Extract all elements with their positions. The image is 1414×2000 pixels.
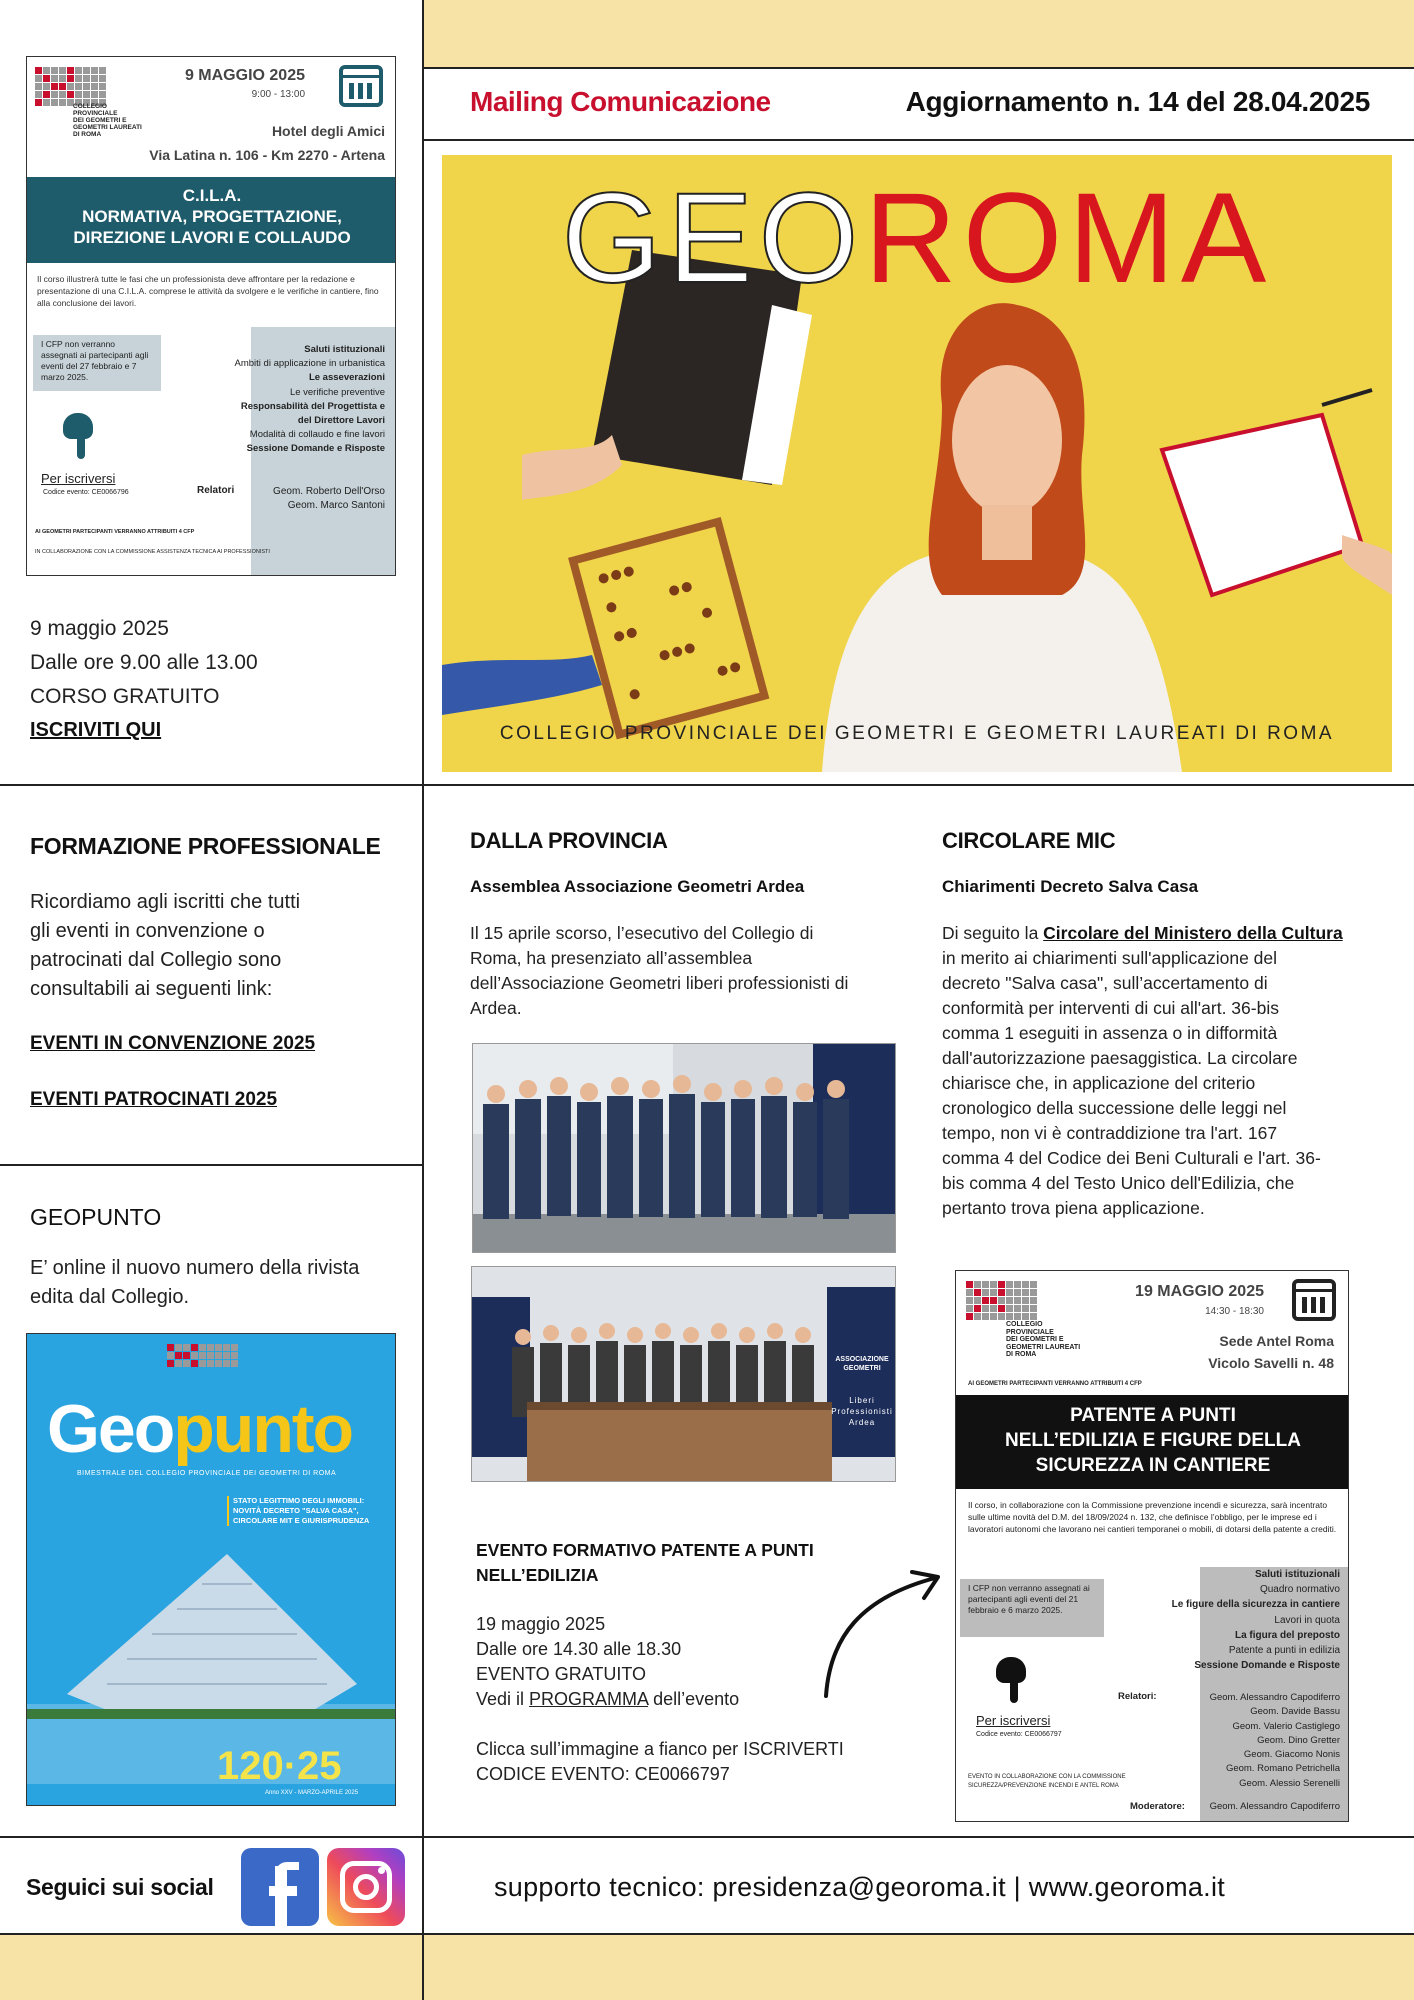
geopunto-body: E’ online il nuovo numero della rivista edita dal Collegio. (30, 1257, 360, 1308)
flyer1-program-item: Le verifiche preventive (289, 386, 385, 398)
banner-title-geo: GEO (561, 167, 865, 310)
flyer2-program-list (1080, 1567, 1340, 1673)
bottom-strip-right (424, 1934, 1414, 2000)
banner-subtitle: COLLEGIO PROVINCIALE DEI GEOMETRI E GEOMETRI LAUREATI DI ROMA (499, 723, 1335, 744)
flyer2-code: Codice evento: CE0066797 (976, 1731, 1062, 1738)
flyer-org: COLLEGIO PROVINCIALE DEI GEOMETRI E GEOMETRI LAUREATI DI ROMA (73, 103, 142, 138)
footer-top-rule (0, 1836, 1414, 1838)
provincia-subtitle: Assemblea Associazione Geometri Ardea (470, 877, 805, 896)
evento2-free: EVENTO GRATUITO (476, 1664, 647, 1684)
flyer2-cfp-note: I CFP non verranno assegnati ai partecipanti agli eventi del 21 febbraio e 6 marzo 2025. (960, 1579, 1104, 1637)
eventi-patrocinati-link[interactable]: EVENTI PATROCINATI 2025 (30, 1089, 278, 1110)
flyer2-cfp: AI GEOMETRI PARTECIPANTI VERRANNO ATTRIBUITI 4 CFP (968, 1381, 1142, 1387)
flyer2-program-item: Patente a punti in edilizia (1228, 1645, 1340, 1657)
footer-bottom-rule (0, 1933, 1414, 1935)
flyer1-program-item: Responsabilità del Progettista e (240, 400, 385, 412)
evento2-title: EVENTO FORMATIVO PATENTE A PUNTI NELL’EDILIZIA (476, 1540, 814, 1585)
flyer2-moderator: Geom. Alessandro Capodiferro (1209, 1801, 1340, 1812)
flyer1-program-item: Le asseverazioni (308, 372, 385, 384)
vertical-divider (422, 0, 424, 2000)
support-contacts[interactable]: supporto tecnico: presidenza@georoma.it | www.georoma.it (494, 1872, 1226, 1902)
circolare-ministero-link[interactable]: Circolare del Ministero della Cultura (1043, 923, 1343, 943)
bottom-strip-left (0, 1934, 422, 2000)
flyer-collab: IN COLLABORAZIONE CON LA COMMISSIONE ASSISTENZA TECNICA AI PROFESSIONISTI (35, 549, 270, 555)
geopunto-cover[interactable] (26, 1333, 396, 1806)
curved-arrow-icon (820, 1568, 950, 1708)
flyer-title: C.I.L.A. NORMATIVA, PROGETTAZIONE, DIREZIONE LAVORI E COLLAUDO (27, 177, 396, 263)
assoc-banner-sub: Liberi Professionisti Ardea (831, 1396, 893, 1427)
flyer-speakers-label: Relatori (197, 485, 235, 496)
flyer2-title: PATENTE A PUNTI NELL’EDILIZIA E FIGURE DELLA SICUREZZA IN CANTIERE (956, 1395, 1349, 1489)
flyer2-desc: Il corso, in collaborazione con la Commissione prevenzione incendi e sicurezza, sarà incentrato sulle ultime novità del D.M. del 18/09/2024 n. 132, che definisce l’obbligo, per le imprese ed i lavoratori autonomi che lavorano nei cantieri temporanei o mobili, di dotarsi della patente a crediti. (968, 1500, 1337, 1534)
circolare-body: in merito ai chiarimenti sull'applicazione del decreto "Salva casa", sull’accertamento di conformità per interventi di cui all'art. 36-bis comma 1 eseguiti in assenza o in difformità dall'autorizzazione paesaggistica. La circolare chiarisce che, in applicazione del criterio cronologico della successione delle leggi nel tempo, non vi è contraddizione tra l'art. 167 comma 4 del Codice dei Beni Culturali e l'art. 36- bis comma 4 del Testo Unico dell'Edilizia, che pertanto trova piena applicazione. (942, 948, 1321, 1218)
evento2-program (476, 1689, 739, 1710)
cover-logo-icon (167, 1344, 238, 1367)
flyer2-collab: EVENTO IN COLLABORAZIONE CON LA COMMISSIONE SICUREZZA/PREVENZIONE INCENDI E ANTEL ROMA (968, 1774, 1126, 1789)
flyer2-moderator-label: Moderatore: (1130, 1801, 1185, 1812)
flyer1-program-item: Saluti istituzionali (304, 344, 385, 355)
banner-title-roma: ROMA (864, 167, 1273, 310)
assembly-photo-1-image (473, 1044, 896, 1253)
banner (442, 155, 1392, 772)
cover-headline: STATO LEGITTIMO DEGLI IMMOBILI: NOVITÀ DECRETO "SALVA CASA", CIRCOLARE MIT E GIURISPRUDENZA (227, 1496, 387, 1526)
cover-issue-date: Anno XXV - MARZO-APRILE 2025 (265, 1790, 359, 1796)
flyer1-program-item: Sessione Domande e Risposte (246, 443, 385, 455)
flyer2-logo-icon (966, 1281, 1037, 1320)
flyer2-register-link[interactable]: Per iscriversi (976, 1713, 1051, 1728)
flyer1-program-item: del Direttore Lavori (297, 415, 385, 427)
flyer-code: Codice evento: CE0066796 (43, 489, 129, 496)
cover-brand (47, 1391, 353, 1467)
flyer1-program-item: Ambiti di applicazione in urbanistica (234, 358, 385, 370)
flyer-program-list (165, 343, 385, 457)
assoc-banner-text: ASSOCIAZIONE GEOMETRI (835, 1356, 889, 1372)
provincia-title: DALLA PROVINCIA (470, 828, 668, 853)
event1-register-link[interactable]: ISCRIVITI QUI (30, 719, 162, 741)
flyer-desc: Il corso illustrerà tutte le fasi che un professionista deve affrontare per la redazione e presentazione di una C.I.L.A. comprese le attività da svolgere e le verifiche in cantiere, fino alla conclusione dei lavori. (37, 274, 379, 308)
flyer2-pointing-hand-icon (996, 1657, 1026, 1703)
evento2-code: CODICE EVENTO: CE0066797 (476, 1764, 730, 1784)
circolare-intro (942, 921, 1343, 946)
flyer2-time: 14:30 - 18:30 (1205, 1306, 1264, 1317)
evento2-click: Clicca sull’immagine a fianco per ISCRIVERTI (476, 1739, 844, 1759)
flyer-date: 9 MAGGIO 2025 (184, 67, 305, 84)
flyer2-program-item: Sessione Domande e Risposte (1194, 1660, 1340, 1672)
evento2-date: 19 maggio 2025 (476, 1614, 606, 1634)
instagram-icon[interactable] (327, 1848, 405, 1926)
flyer2-speakers: Geom. Alessandro Capodiferro Geom. Davide Bassu Geom. Valerio Castiglego Geom. Dino Gretter Geom. Giacomo Nonis Geom. Romano Petrichella Geom. Alessio Serenelli (1209, 1692, 1340, 1789)
assembly-photo-2 (471, 1266, 896, 1482)
programma-link[interactable]: PROGRAMMA (529, 1689, 649, 1709)
flyer2-program-item: Saluti istituzionali (1254, 1569, 1340, 1580)
header-top-rule (424, 67, 1414, 69)
formazione-body: Ricordiamo agli iscritti che tutti gli eventi in convenzione o patrocinati dal Collegio sono consultabili ai seguenti link: (30, 891, 301, 1000)
flyer2-calendar-icon (1292, 1279, 1336, 1321)
provincia-body: Il 15 aprile scorso, l’esecutivo del Collegio di Roma, ha presenziato all’assemblea dell’Associazione Geometri liberi professionisti di Ardea. (470, 923, 849, 1018)
flyer-speakers: Geom. Roberto Dell'Orso Geom. Marco Santoni (273, 486, 385, 511)
pointing-hand-icon (63, 413, 93, 459)
flyer2-org: COLLEGIO PROVINCIALE DEI GEOMETRI E GEOMETRI LAUREATI DI ROMA (1006, 1321, 1081, 1358)
flyer2-speakers-label: Relatori: (1118, 1691, 1157, 1702)
collegio-logo-icon (35, 67, 106, 106)
eventi-convenzione-link[interactable]: EVENTI IN CONVENZIONE 2025 (30, 1033, 316, 1054)
cover-tagline: BIMESTRALE DEL COLLEGIO PROVINCIALE DEI GEOMETRI DI ROMA (77, 1470, 337, 1477)
assembly-photo-1 (472, 1043, 896, 1253)
flyer2-program-item: Quadro normativo (1259, 1584, 1340, 1596)
cover-brand-geo: Geo (47, 1391, 174, 1467)
event1-date: 9 maggio 2025 (30, 617, 169, 640)
flyer2-program-item: La figura del preposto (1234, 1629, 1340, 1641)
cover-issue: 120·25 (217, 1744, 342, 1788)
social-label: Seguici sui social (26, 1874, 214, 1900)
header-bottom-rule (424, 139, 1414, 141)
calendar-icon (339, 65, 383, 107)
circolare-pre: Di seguito la (942, 923, 1044, 943)
flyer2-program-item: Le figure della sicurezza in cantiere (1171, 1599, 1340, 1611)
flyer-time: 9:00 - 13:00 (251, 89, 305, 100)
banner-title (442, 167, 1392, 310)
flyer-cila[interactable] (26, 56, 396, 576)
geopunto-title: GEOPUNTO (30, 1204, 162, 1230)
evento2-program-post: dell’evento (648, 1689, 740, 1709)
flyer2-address: Vicolo Savelli n. 48 (1208, 1355, 1334, 1371)
cover-brand-punto: punto (173, 1391, 353, 1467)
formazione-title: FORMAZIONE PROFESSIONALE (30, 833, 381, 859)
event1-hours: Dalle ore 9.00 alle 13.00 (30, 651, 258, 674)
flyer2-date: 19 MAGGIO 2025 (1135, 1283, 1264, 1300)
evento2-program-pre: Vedi il (476, 1689, 530, 1709)
flyer2-venue: Sede Antel Roma (1219, 1333, 1334, 1349)
section-rule (0, 784, 1414, 786)
flyer-venue: Hotel degli Amici (271, 123, 385, 139)
circolare-title: CIRCOLARE MIC (942, 828, 1116, 853)
circolare-subtitle: Chiarimenti Decreto Salva Casa (942, 877, 1199, 896)
flyer-patente[interactable] (955, 1270, 1349, 1822)
flyer-register-link[interactable]: Per iscriversi (41, 471, 116, 486)
facebook-icon[interactable] (241, 1848, 319, 1926)
evento2-hours: Dalle ore 14.30 alle 18.30 (476, 1639, 682, 1659)
top-strip (424, 0, 1414, 68)
flyer-cfp-note: I CFP non verranno assegnati ai partecipanti agli eventi del 27 febbraio e 7 marzo 2025. (33, 335, 161, 391)
flyer-address: Via Latina n. 106 - Km 2270 - Artena (149, 147, 385, 163)
flyer-cfp: AI GEOMETRI PARTECIPANTI VERRANNO ATTRIBUITI 4 CFP (35, 529, 195, 535)
flyer1-program-item: Modalità di collaudo e fine lavori (249, 429, 385, 441)
event1-free: CORSO GRATUITO (30, 685, 220, 708)
update-label: Aggiornamento n. 14 del 28.04.2025 (905, 86, 1370, 117)
left-mid-rule (0, 1164, 422, 1166)
flyer2-program-item: Lavori in quota (1274, 1614, 1340, 1626)
assembly-photo-2-image (472, 1267, 896, 1482)
mailing-label: Mailing Comunicazione (470, 86, 771, 117)
